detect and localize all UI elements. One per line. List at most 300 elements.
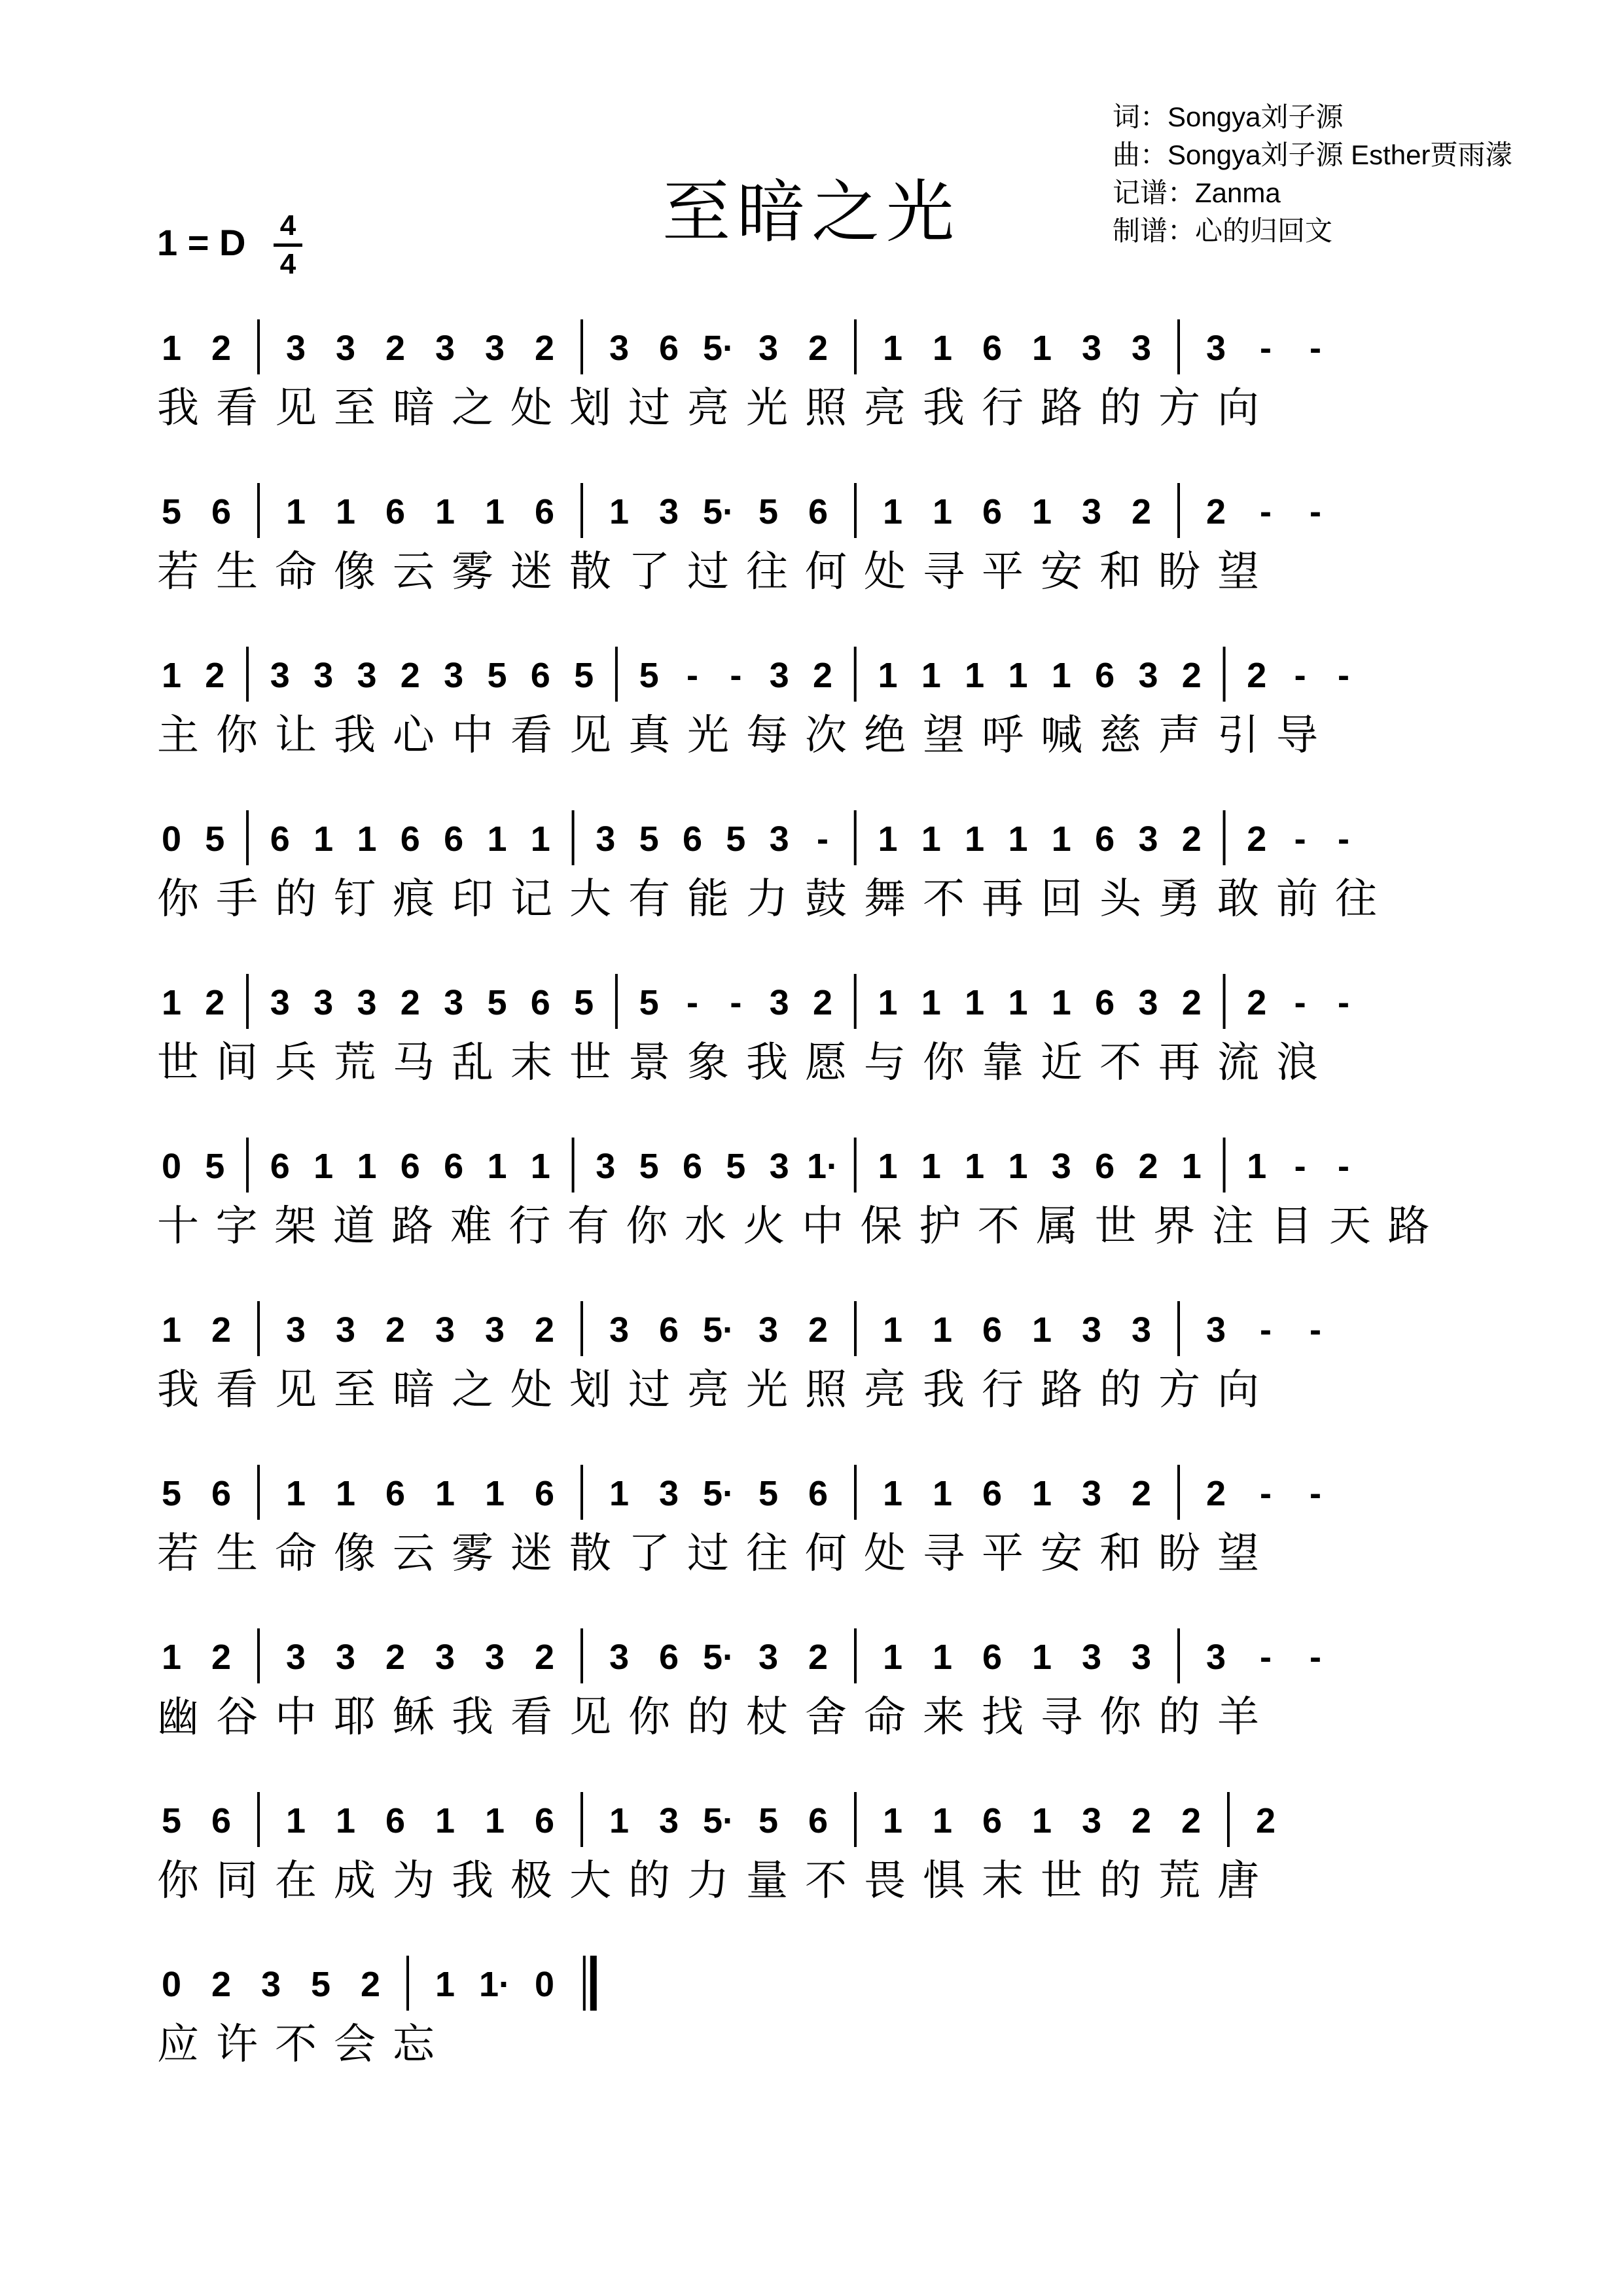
lyric-char: 划 bbox=[569, 384, 611, 433]
note: 3 bbox=[260, 1965, 281, 2004]
lyric-char: 道 bbox=[332, 1202, 375, 1251]
lyric-char: 舍 bbox=[805, 1693, 847, 1742]
lyric-char: 难 bbox=[450, 1202, 492, 1251]
lyric-char: 不 bbox=[1099, 1039, 1141, 1087]
lyric-char: 光 bbox=[746, 384, 788, 433]
lyric-char: 有 bbox=[567, 1202, 609, 1251]
lyric-char: 你 bbox=[1099, 1693, 1141, 1742]
note: 1 bbox=[161, 329, 182, 368]
note: 1 bbox=[484, 1801, 505, 1840]
lyric-char: 导 bbox=[1276, 711, 1318, 760]
lyric-char: 前 bbox=[1276, 875, 1318, 924]
lyric-char: 暗 bbox=[393, 384, 435, 433]
transcriber-credit: 记谱：Zanma bbox=[1113, 177, 1281, 208]
note: 6 bbox=[444, 819, 464, 859]
note: - bbox=[1310, 329, 1321, 368]
note: 2 bbox=[211, 329, 232, 368]
lyric-char: 印 bbox=[452, 875, 493, 924]
note: 3 bbox=[484, 329, 505, 368]
note: 1 bbox=[161, 1638, 182, 1677]
note: 3 bbox=[1138, 819, 1158, 859]
lyric-char: 心 bbox=[393, 711, 435, 760]
lyric-char: 命 bbox=[275, 548, 317, 596]
lyric-char: 应 bbox=[157, 2020, 199, 2069]
note: 1 bbox=[932, 1801, 953, 1840]
lyrics-line bbox=[152, 865, 1493, 924]
note: 1 bbox=[530, 819, 550, 859]
lyric-char: 往 bbox=[746, 1530, 788, 1578]
lyric-char: 天 bbox=[1329, 1202, 1371, 1251]
lyric-char: 主 bbox=[157, 711, 199, 760]
lyric-char: 往 bbox=[1335, 875, 1377, 924]
note: - bbox=[1338, 656, 1349, 695]
lyric-char: 过 bbox=[687, 1530, 729, 1578]
note: 2 bbox=[400, 983, 420, 1022]
note: 3 bbox=[658, 1474, 679, 1513]
note: 1 bbox=[1051, 656, 1071, 695]
note: 3 bbox=[1081, 1801, 1102, 1840]
time-signature-bottom: 4 bbox=[279, 248, 296, 280]
note: - bbox=[687, 983, 698, 1022]
lyric-char: 望 bbox=[923, 711, 965, 760]
note: 1 bbox=[435, 1801, 455, 1840]
note: 1 bbox=[921, 656, 941, 695]
lyric-char: 你 bbox=[216, 711, 258, 760]
note: 1 bbox=[921, 983, 941, 1022]
lyric-char: 力 bbox=[687, 1857, 729, 1905]
note: 3 bbox=[285, 329, 306, 368]
lyric-char: 大 bbox=[569, 1857, 611, 1905]
lyric-char: 再 bbox=[1158, 1039, 1200, 1087]
lyric-char: 同 bbox=[216, 1857, 258, 1905]
lyric-char: 光 bbox=[746, 1366, 788, 1414]
lyric-char: 十 bbox=[157, 1202, 199, 1251]
lyric-char: 世 bbox=[569, 1039, 611, 1087]
note: 1 bbox=[1031, 329, 1052, 368]
lyric-char: 愿 bbox=[805, 1039, 847, 1087]
note: 5· bbox=[702, 1474, 735, 1513]
lyric-char: 见 bbox=[275, 1366, 317, 1414]
note: 0 bbox=[161, 819, 182, 859]
lyric-char: 忘 bbox=[393, 2020, 435, 2069]
lyric-char: 寻 bbox=[923, 548, 965, 596]
note: 6 bbox=[211, 1474, 232, 1513]
note: - bbox=[1310, 1310, 1321, 1350]
lyric-char: 手 bbox=[216, 875, 258, 924]
note: 5 bbox=[639, 1147, 659, 1186]
lyrics-line bbox=[152, 1683, 1493, 1742]
lyric-char: 何 bbox=[805, 548, 847, 596]
lyric-char: 我 bbox=[157, 384, 199, 433]
lyric-char: 不 bbox=[275, 2020, 317, 2069]
lyric-char: 见 bbox=[569, 711, 611, 760]
lyric-char: 雾 bbox=[452, 548, 493, 596]
note: 3 bbox=[435, 1310, 455, 1350]
note: 3 bbox=[1205, 329, 1226, 368]
lyric-char: 中 bbox=[275, 1693, 317, 1742]
song-title: 至暗之光 bbox=[662, 172, 961, 252]
lyric-char: 稣 bbox=[393, 1693, 435, 1742]
note: 1 bbox=[161, 1310, 182, 1350]
note: 2 bbox=[812, 656, 833, 695]
note: 1 bbox=[335, 1801, 356, 1840]
note: 1 bbox=[1051, 983, 1071, 1022]
lyric-char: 你 bbox=[628, 1693, 670, 1742]
lyric-char: 亮 bbox=[687, 1366, 729, 1414]
lyric-char: 乱 bbox=[452, 1039, 493, 1087]
note: 3 bbox=[270, 656, 290, 695]
lyric-char: 暗 bbox=[393, 1366, 435, 1414]
note: 1 bbox=[161, 983, 182, 1022]
note: 3 bbox=[1081, 1638, 1102, 1677]
lyric-char: 唐 bbox=[1217, 1857, 1259, 1905]
lyric-char: 力 bbox=[746, 875, 788, 924]
note: 5 bbox=[161, 1474, 182, 1513]
note: 6 bbox=[211, 492, 232, 531]
lyric-char: 会 bbox=[334, 2020, 376, 2069]
lyric-char: 流 bbox=[1217, 1039, 1259, 1087]
lyric-char: 照 bbox=[805, 384, 847, 433]
note: 1 bbox=[1031, 1474, 1052, 1513]
lyric-char: 方 bbox=[1158, 1366, 1200, 1414]
note: 3 bbox=[357, 656, 377, 695]
lyric-char: 属 bbox=[1036, 1202, 1079, 1251]
lyric-char: 真 bbox=[628, 711, 670, 760]
lyric-char: 的 bbox=[1099, 384, 1141, 433]
note: 3 bbox=[609, 1638, 630, 1677]
note: 2 bbox=[1247, 819, 1267, 859]
lyric-char: 了 bbox=[628, 548, 670, 596]
lyric-char: 亮 bbox=[864, 1366, 906, 1414]
note: 3 bbox=[1131, 1310, 1152, 1350]
lyric-char: 有 bbox=[628, 875, 670, 924]
note: 6 bbox=[808, 492, 829, 531]
lyric-char: 寻 bbox=[923, 1530, 965, 1578]
note: 5 bbox=[639, 983, 659, 1022]
note: 1 bbox=[1031, 492, 1052, 531]
lyric-char: 引 bbox=[1217, 711, 1259, 760]
note: 2 bbox=[1181, 819, 1202, 859]
engraver-credit: 制谱：心的归回文 bbox=[1113, 215, 1333, 246]
note: 3 bbox=[596, 1147, 616, 1186]
lyric-char: 注 bbox=[1211, 1202, 1254, 1251]
note: 6 bbox=[808, 1474, 829, 1513]
note: 0 bbox=[161, 1965, 182, 2004]
note: 3 bbox=[335, 329, 356, 368]
lyrics-line bbox=[152, 702, 1493, 761]
note: 3 bbox=[285, 1310, 306, 1350]
note: 5 bbox=[161, 492, 182, 531]
note: - bbox=[1310, 1638, 1321, 1677]
note: - bbox=[1338, 983, 1349, 1022]
lyric-char: 雾 bbox=[452, 1530, 493, 1578]
lyrics-line bbox=[152, 2011, 1493, 2070]
note: 3 bbox=[609, 329, 630, 368]
lyric-char: 次 bbox=[805, 711, 847, 760]
note: - bbox=[1260, 329, 1272, 368]
note: 2 bbox=[1255, 1801, 1276, 1840]
lyric-char: 你 bbox=[626, 1202, 668, 1251]
note: 2 bbox=[812, 983, 833, 1022]
lyric-char: 命 bbox=[275, 1530, 317, 1578]
note: 5 bbox=[639, 819, 659, 859]
lyric-char: 至 bbox=[334, 384, 376, 433]
note: 6 bbox=[1095, 819, 1115, 859]
note: 1 bbox=[932, 1474, 953, 1513]
note: 3 bbox=[1138, 656, 1158, 695]
note: 1 bbox=[921, 1147, 941, 1186]
lyric-char: 安 bbox=[1041, 1530, 1082, 1578]
note: 1 bbox=[609, 1474, 630, 1513]
lyric-char: 处 bbox=[510, 1366, 552, 1414]
lyric-char: 处 bbox=[864, 548, 906, 596]
note: 5 bbox=[574, 983, 594, 1022]
lyric-char: 处 bbox=[510, 384, 552, 433]
note: 3 bbox=[769, 656, 789, 695]
lyric-char: 中 bbox=[452, 711, 493, 760]
note: 1 bbox=[435, 1965, 455, 2004]
lyrics-line bbox=[152, 538, 1493, 597]
note: 3 bbox=[769, 819, 789, 859]
note: 6 bbox=[534, 1474, 555, 1513]
note: 1 bbox=[882, 1474, 903, 1513]
note: 3 bbox=[1205, 1310, 1226, 1350]
note: 1 bbox=[932, 1638, 953, 1677]
note: 5 bbox=[726, 1147, 746, 1186]
note: 2 bbox=[400, 656, 420, 695]
lyric-char: 生 bbox=[216, 548, 258, 596]
note: 1 bbox=[435, 492, 455, 531]
note: 1 bbox=[1008, 819, 1028, 859]
note: 5 bbox=[487, 983, 507, 1022]
lyrics-line bbox=[152, 1029, 1493, 1088]
note: 2 bbox=[385, 1310, 406, 1350]
note: 6 bbox=[534, 1801, 555, 1840]
lyric-char: 照 bbox=[805, 1366, 847, 1414]
note: 2 bbox=[534, 329, 555, 368]
lyric-char: 像 bbox=[334, 1530, 376, 1578]
note: 1 bbox=[285, 492, 306, 531]
note: 3 bbox=[1205, 1638, 1226, 1677]
note: 5· bbox=[702, 1638, 735, 1677]
lyric-char: 护 bbox=[919, 1202, 961, 1251]
note: 3 bbox=[335, 1310, 356, 1350]
note: 2 bbox=[385, 329, 406, 368]
note: 3 bbox=[1081, 1310, 1102, 1350]
lyric-char: 马 bbox=[393, 1039, 435, 1087]
lyric-char: 目 bbox=[1270, 1202, 1313, 1251]
note: 1 bbox=[932, 329, 953, 368]
lyric-char: 不 bbox=[977, 1202, 1020, 1251]
lyric-char: 的 bbox=[628, 1857, 670, 1905]
lyric-char: 路 bbox=[1387, 1202, 1430, 1251]
lyric-char: 向 bbox=[1217, 1366, 1259, 1414]
lyric-char: 每 bbox=[746, 711, 788, 760]
lyric-char: 畏 bbox=[864, 1857, 906, 1905]
lyric-char: 再 bbox=[982, 875, 1024, 924]
lyric-char: 舞 bbox=[864, 875, 906, 924]
note: 2 bbox=[808, 329, 829, 368]
lyric-char: 过 bbox=[628, 1366, 670, 1414]
note: 3 bbox=[609, 1310, 630, 1350]
lyric-char: 盼 bbox=[1158, 548, 1200, 596]
lyric-char: 寻 bbox=[1041, 1693, 1082, 1742]
lyric-char: 见 bbox=[569, 1693, 611, 1742]
note: 2 bbox=[1247, 656, 1267, 695]
note: 1 bbox=[435, 1474, 455, 1513]
lyric-char: 的 bbox=[1099, 1366, 1141, 1414]
lyric-char: 幽 bbox=[157, 1693, 199, 1742]
lyric-char: 架 bbox=[274, 1202, 317, 1251]
lyric-char: 看 bbox=[510, 711, 552, 760]
note: 1 bbox=[1031, 1801, 1052, 1840]
note: 2 bbox=[1131, 1801, 1152, 1840]
note: - bbox=[730, 656, 742, 695]
lyrics-line bbox=[152, 1193, 1493, 1251]
note: 1 bbox=[932, 492, 953, 531]
note: 3 bbox=[769, 1147, 789, 1186]
note: 3 bbox=[435, 1638, 455, 1677]
note: 6 bbox=[1095, 1147, 1115, 1186]
lyric-char: 你 bbox=[157, 875, 199, 924]
note: 6 bbox=[385, 1474, 406, 1513]
lyric-char: 大 bbox=[569, 875, 611, 924]
lyric-char: 生 bbox=[216, 1530, 258, 1578]
lyric-char: 钉 bbox=[334, 875, 376, 924]
note: 1 bbox=[484, 1474, 505, 1513]
note: 1 bbox=[1247, 1147, 1267, 1186]
lyric-char: 字 bbox=[215, 1202, 258, 1251]
lyric-char: 了 bbox=[628, 1530, 670, 1578]
note: 2 bbox=[534, 1638, 555, 1677]
note: 3 bbox=[658, 492, 679, 531]
lyric-char: 让 bbox=[275, 711, 317, 760]
note: - bbox=[1260, 1474, 1272, 1513]
lyric-char: 末 bbox=[510, 1039, 552, 1087]
note: 3 bbox=[435, 329, 455, 368]
lyric-char: 盼 bbox=[1158, 1530, 1200, 1578]
note: 5 bbox=[574, 656, 594, 695]
note: 2 bbox=[360, 1965, 381, 2004]
note: 2 bbox=[211, 1310, 232, 1350]
lyric-char: 命 bbox=[864, 1693, 906, 1742]
lyric-char: 回 bbox=[1041, 875, 1082, 924]
lyric-char: 成 bbox=[334, 1857, 376, 1905]
lyric-char: 路 bbox=[1041, 1366, 1082, 1414]
note: 1 bbox=[1008, 1147, 1028, 1186]
note: 5 bbox=[205, 819, 225, 859]
note: 3 bbox=[285, 1638, 306, 1677]
lyric-char: 过 bbox=[628, 384, 670, 433]
note: 2 bbox=[211, 1965, 232, 2004]
lyric-char: 方 bbox=[1158, 384, 1200, 433]
lyric-char: 行 bbox=[508, 1202, 551, 1251]
lyric-char: 路 bbox=[391, 1202, 434, 1251]
note: 6 bbox=[400, 1147, 420, 1186]
note: 3 bbox=[1131, 329, 1152, 368]
lyric-char: 记 bbox=[510, 875, 552, 924]
lyric-char: 望 bbox=[1217, 548, 1259, 596]
note: - bbox=[1294, 819, 1306, 859]
note: 3 bbox=[758, 1638, 779, 1677]
note: 0 bbox=[534, 1965, 555, 2004]
time-signature-top: 4 bbox=[279, 209, 296, 242]
note: 2 bbox=[385, 1638, 406, 1677]
lyric-char: 世 bbox=[1041, 1857, 1082, 1905]
note: 1 bbox=[878, 1147, 898, 1186]
note: 1 bbox=[285, 1474, 306, 1513]
lyric-char: 与 bbox=[864, 1039, 906, 1087]
note: 1 bbox=[878, 819, 898, 859]
note: 3 bbox=[758, 329, 779, 368]
lyric-char: 散 bbox=[569, 548, 611, 596]
note: 2 bbox=[205, 983, 225, 1022]
lyric-char: 保 bbox=[860, 1202, 902, 1251]
note: - bbox=[1260, 1638, 1272, 1677]
lyric-char: 你 bbox=[923, 1039, 965, 1087]
note: 1 bbox=[357, 819, 377, 859]
note: 5 bbox=[726, 819, 746, 859]
note: - bbox=[1260, 1310, 1272, 1350]
note: 6 bbox=[270, 819, 290, 859]
note: 3 bbox=[484, 1638, 505, 1677]
note: 5· bbox=[702, 329, 735, 368]
note: 2 bbox=[1181, 1801, 1202, 1840]
note: 1 bbox=[313, 819, 334, 859]
note: 1 bbox=[487, 1147, 507, 1186]
note: 5 bbox=[205, 1147, 225, 1186]
lyric-char: 过 bbox=[687, 548, 729, 596]
lyric-char: 找 bbox=[982, 1693, 1024, 1742]
lyric-char: 羊 bbox=[1217, 1693, 1259, 1742]
lyric-char: 荒 bbox=[334, 1039, 376, 1087]
note: 1 bbox=[335, 492, 356, 531]
lyric-char: 云 bbox=[393, 548, 435, 596]
lyric-char: 头 bbox=[1099, 875, 1141, 924]
composer-credit: 曲：Songya刘子源 Esther贾雨濛 bbox=[1113, 139, 1513, 170]
lyric-char: 兵 bbox=[275, 1039, 317, 1087]
note: 1 bbox=[878, 656, 898, 695]
note: 3 bbox=[484, 1310, 505, 1350]
lyric-char: 我 bbox=[334, 711, 376, 760]
note: 1 bbox=[882, 1310, 903, 1350]
note: 2 bbox=[1138, 1147, 1158, 1186]
note: 6 bbox=[982, 329, 1003, 368]
lyric-char: 像 bbox=[334, 548, 376, 596]
note: 6 bbox=[982, 492, 1003, 531]
lyric-char: 和 bbox=[1099, 548, 1141, 596]
note: 5· bbox=[702, 1310, 735, 1350]
note: 1 bbox=[530, 1147, 550, 1186]
lyric-char: 往 bbox=[746, 548, 788, 596]
lyric-char: 的 bbox=[1158, 1693, 1200, 1742]
note: 1 bbox=[487, 819, 507, 859]
lyric-char: 景 bbox=[628, 1039, 670, 1087]
lyrics-line bbox=[152, 374, 1493, 433]
note: 1· bbox=[806, 1147, 839, 1186]
note: 5 bbox=[161, 1801, 182, 1840]
note: 3 bbox=[596, 819, 616, 859]
note: - bbox=[1294, 656, 1306, 695]
note: 6 bbox=[1095, 656, 1115, 695]
note: 1 bbox=[1031, 1638, 1052, 1677]
lyric-char: 若 bbox=[157, 548, 199, 596]
note: 1 bbox=[1031, 1310, 1052, 1350]
lyric-char: 来 bbox=[923, 1693, 965, 1742]
lyric-char: 世 bbox=[157, 1039, 199, 1087]
lyric-char: 为 bbox=[393, 1857, 435, 1905]
note: 6 bbox=[658, 1310, 679, 1350]
